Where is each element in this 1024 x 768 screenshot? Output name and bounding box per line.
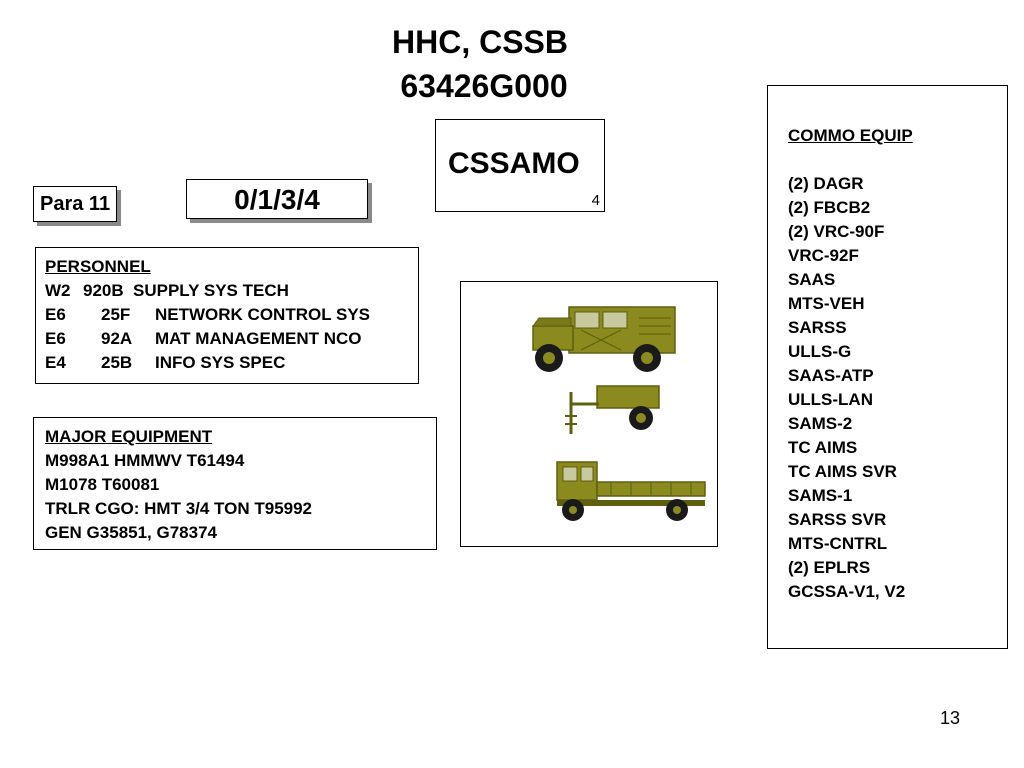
vehicle-illustrations-svg: [461, 282, 717, 546]
major-equipment-item: TRLR CGO: HMT 3/4 TON T95992: [45, 499, 313, 518]
personnel-grade: W2: [45, 281, 71, 300]
personnel-mos: 25B: [101, 353, 133, 372]
commo-item: SAAS-ATP: [788, 366, 874, 385]
unit-box: [435, 119, 605, 212]
commo-item: (2) DAGR: [788, 174, 864, 193]
commo-item: SARSS SVR: [788, 510, 887, 529]
commo-item: (2) FBCB2: [788, 198, 871, 217]
personnel-mos: 920B: [83, 281, 124, 300]
commo-item: MTS-VEH: [788, 294, 865, 313]
commo-item: VRC-92F: [788, 246, 859, 265]
personnel-title: INFO SYS SPEC: [155, 353, 286, 372]
hmmwv-icon: [533, 307, 675, 372]
commo-item: TC AIMS: [788, 438, 858, 457]
commo-item: ULLS-LAN: [788, 390, 873, 409]
commo-item: SAMS-2: [788, 414, 853, 433]
major-equipment-heading: MAJOR EQUIPMENT: [45, 427, 213, 446]
slide-title-line2: 63426G000: [400, 68, 568, 104]
commo-item: MTS-CNTRL: [788, 534, 888, 553]
commo-item: SAMS-1: [788, 486, 853, 505]
commo-item: SAAS: [788, 270, 836, 289]
strength-label: 0/1/3/4: [186, 179, 368, 219]
personnel-mos: 25F: [101, 305, 131, 324]
vehicle-illustrations: [460, 281, 718, 547]
unit-name: CSSAMO: [448, 147, 580, 180]
commo-item: TC AIMS SVR: [788, 462, 897, 481]
personnel-mos: 92A: [101, 329, 133, 348]
commo-equipment-heading: COMMO EQUIP: [788, 126, 913, 145]
commo-item: ULLS-G: [788, 342, 852, 361]
personnel-grade: E6: [45, 329, 66, 348]
major-equipment-item: GEN G35851, G78374: [45, 523, 218, 542]
cargo-truck-icon: [557, 462, 705, 521]
commo-item: SARSS: [788, 318, 847, 337]
unit-number: 4: [591, 192, 600, 209]
slide-title-line1: HHC, CSSB: [391, 24, 568, 60]
trailer-icon: [565, 386, 659, 434]
personnel-grade: E4: [45, 353, 66, 372]
major-equipment-item: M998A1 HMMWV T61494: [45, 451, 245, 470]
personnel-grade: E6: [45, 305, 66, 324]
commo-item: GCSSA-V1, V2: [788, 582, 906, 601]
personnel-title: SUPPLY SYS TECH: [133, 281, 289, 300]
personnel-box: [35, 247, 419, 384]
personnel-row: [45, 279, 418, 303]
commo-item: (2) VRC-90F: [788, 222, 885, 241]
personnel-title: MAT MANAGEMENT NCO: [155, 329, 362, 348]
personnel-row: [45, 327, 418, 351]
commo-equipment-box: [767, 85, 1008, 649]
personnel-row: [45, 351, 418, 375]
page-number: 13: [940, 708, 961, 728]
personnel-title: NETWORK CONTROL SYS: [155, 305, 371, 324]
major-equipment-item: M1078 T60081: [45, 475, 160, 494]
paragraph-label: Para 11: [33, 186, 117, 222]
personnel-row: [45, 303, 418, 327]
major-equipment-box: [33, 417, 437, 550]
commo-item: (2) EPLRS: [788, 558, 871, 577]
personnel-heading: PERSONNEL: [45, 257, 151, 276]
